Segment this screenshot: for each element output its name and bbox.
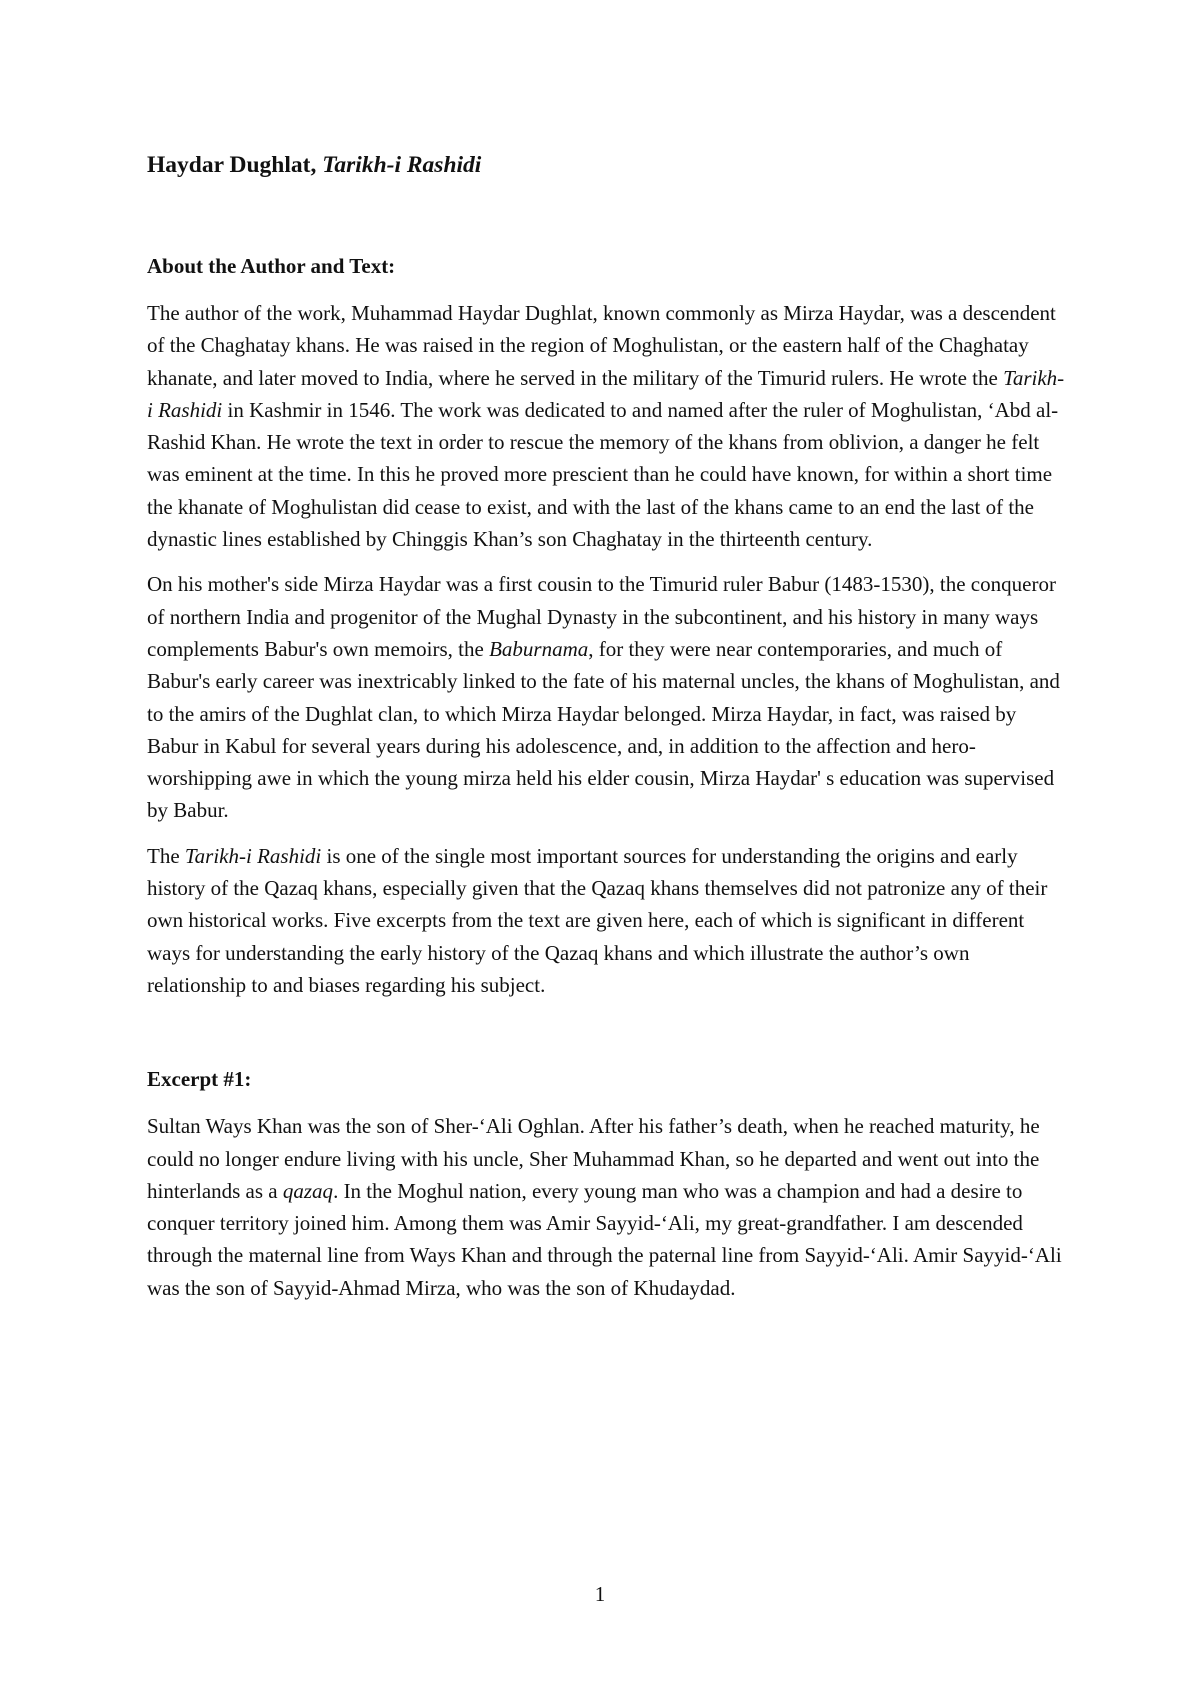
about-paragraph-1: The author of the work, Muhammad Haydar Dughlat, known commonly as Mirza Haydar, was a descendent of the Chaghatay khans. He was raised in the region of Moghulistan, or the eastern half of the Chaghatay khanate, and later moved to India, where he served in the military of the Timurid rulers. He wrote the Tarikh-i Rashidi in Kashmir in 1546. The work was dedicated to and named after the ruler of Moghulistan, ‘Abd al-Rashid Khan. He wrote the text in order to rescue the memory of the khans from oblivion, a danger he felt was eminent at the time. In this he proved more prescient than he could have known, for within a short time the khanate of Moghulistan did cease to exist, and with the last of the khans came to an end the last of the dynastic lines established by Chinggis Khan’s son Chaghatay in the thirteenth century. <box>147 301 1065 552</box>
title-author: Haydar Dughlat, <box>147 152 323 178</box>
about-paragraph-3: The Tarikh-i Rashidi is one of the single most important sources for understanding the origins and early history of the Qazaq khans, especially given that the Qazaq khans themselves did not patronize any of their own historical works. Five excerpts from the text are given here, each of which is significant in different ways for understanding the early history of the Qazaq khans and which illustrate the author’s own relationship to and biases regarding his subject. <box>147 843 1048 997</box>
page-content <box>147 148 1067 1304</box>
about-paragraph-2: On his mother's side Mirza Haydar was a first cousin to the Timurid ruler Babur (1483-1530), the conqueror of northern India and progenitor of the Mughal Dynasty in the subcontinent, and his history in many ways complements Babur's own memoirs, the Baburnama, for they were near contemporaries, and much of Babur's early career was inextricably linked to the fate of his maternal uncles, the khans of Moghulistan, and to the amirs of the Dughlat clan, to which Mirza Haydar belonged. Mirza Haydar, in fact, was raised by Babur in Kabul for several years during his adolescence, and, in addition to the affection and hero-worshipping awe in which the young mirza held his elder cousin, Mirza Haydar' s education was supervised by Babur. <box>147 572 1060 823</box>
excerpt-1-heading: Excerpt #1: <box>147 1067 252 1092</box>
about-heading: About the Author and Text: <box>147 254 396 278</box>
document-title <box>147 148 1067 182</box>
page-number: 1 <box>594 1582 606 1606</box>
excerpt-1-paragraph: Sultan Ways Khan was the son of Sher-‘Ali Oghlan. After his father’s death, when he reached maturity, he could no longer endure living with his uncle, Sher Muhammad Khan, so he departed and went out into the hinterlands as a qazaq. In the Moghul nation, every young man who was a champion and had a desire to conquer territory joined him. Among them was Amir Sayyid-‘Ali, my great-grandfather. I am descended through the maternal line from Ways Khan and through the paternal line from Sayyid-‘Ali. Amir Sayyid-‘Ali was the son of Sayyid-Ahmad Mirza, who was the son of Khudaydad. <box>147 1114 1062 1300</box>
title-work: Tarikh-i Rashidi <box>322 152 482 178</box>
